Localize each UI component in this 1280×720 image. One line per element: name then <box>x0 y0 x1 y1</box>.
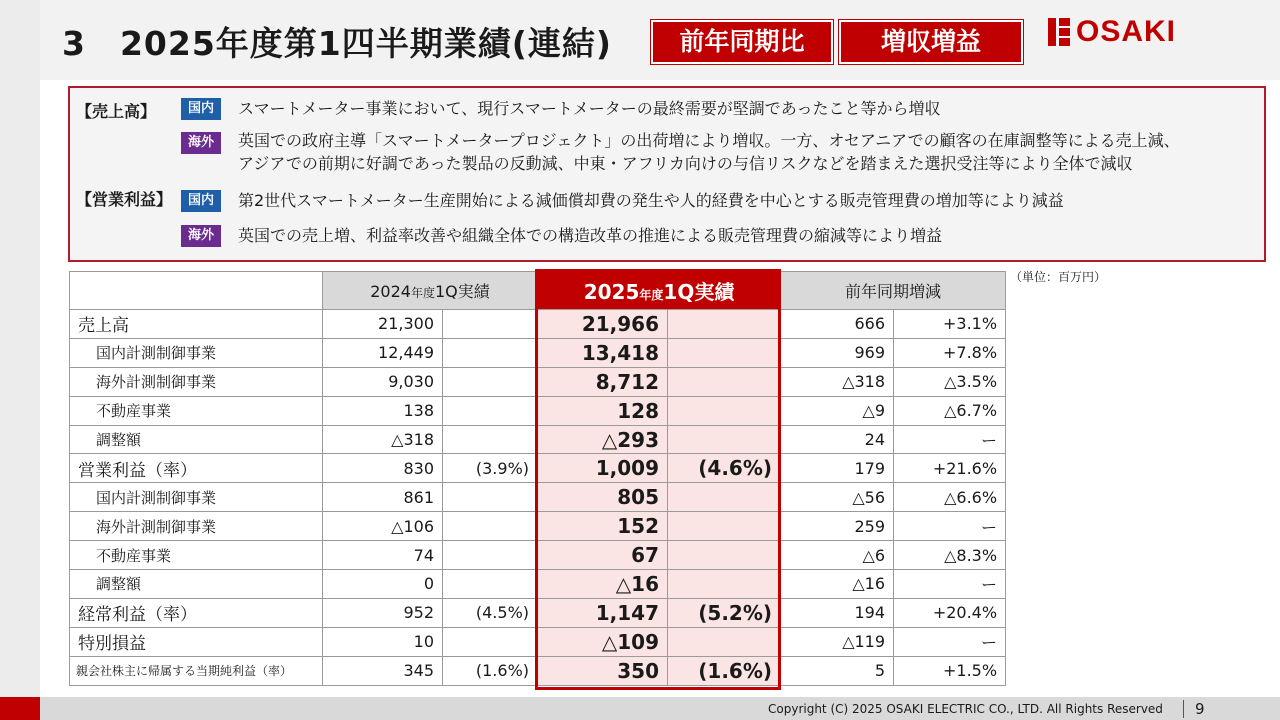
table-row <box>70 454 1006 483</box>
op-domestic-tag: 国内 <box>181 190 221 212</box>
diff-percent: +1.5% <box>894 656 1006 685</box>
sales-overseas-text-1: 英国での政府主導「スマートメータープロジェクト」の出荷増により増収。一方、オセアニアでの顧客の在庫調整等による売上減、 <box>238 131 1180 150</box>
footer-accent <box>0 697 40 720</box>
yoy-badge: 前年同期比 <box>653 22 831 62</box>
rate-2025 <box>668 367 781 396</box>
diff-value: 969 <box>781 338 894 367</box>
diff-value: 5 <box>781 656 894 685</box>
diff-percent: △6.7% <box>894 396 1006 425</box>
header-2025-tail: 1Q実績 <box>663 280 735 304</box>
diff-value: △56 <box>781 483 894 512</box>
table-header-row <box>70 272 1006 310</box>
value-2024: 861 <box>323 483 443 512</box>
value-2025: 13,418 <box>538 338 668 367</box>
diff-value: 194 <box>781 598 894 627</box>
company-logo <box>1048 16 1176 48</box>
rate-2024 <box>443 310 538 339</box>
diff-percent: +7.8% <box>894 338 1006 367</box>
rate-2025 <box>668 483 781 512</box>
value-2024: 138 <box>323 396 443 425</box>
value-2024: 12,449 <box>323 338 443 367</box>
value-2024: △106 <box>323 512 443 541</box>
row-label: 特別損益 <box>70 627 323 656</box>
rate-2025 <box>668 310 781 339</box>
op-overseas-text: 英国での売上増、利益率改善や組織全体での構造改革の推進による販売管理費の縮減等により増益 <box>238 226 943 245</box>
value-2024: 345 <box>323 656 443 685</box>
rate-2025 <box>668 570 781 599</box>
value-2025: 350 <box>538 656 668 685</box>
unit-note: （単位：百万円） <box>1010 270 1107 284</box>
diff-value: △6 <box>781 541 894 570</box>
value-2025: 805 <box>538 483 668 512</box>
table-row <box>70 656 1006 685</box>
rate-2024 <box>443 396 538 425</box>
value-2024: 21,300 <box>323 310 443 339</box>
result-badge: 増収増益 <box>841 22 1021 62</box>
table-row <box>70 512 1006 541</box>
sales-overseas-tag: 海外 <box>181 132 221 154</box>
rate-2025 <box>668 396 781 425</box>
sales-domestic-text: スマートメーター事業において、現行スマートメーターの最終需要が堅調であったこと等から増収 <box>238 99 941 118</box>
header-2024-year: 2024 <box>370 282 411 301</box>
summary-box <box>68 86 1266 262</box>
table-row <box>70 541 1006 570</box>
diff-value: △16 <box>781 570 894 599</box>
table-row <box>70 483 1006 512</box>
left-sidebar <box>0 0 40 700</box>
row-label: 不動産事業 <box>70 541 323 570</box>
table-row <box>70 570 1006 599</box>
rate-2025 <box>668 627 781 656</box>
value-2025: △109 <box>538 627 668 656</box>
copyright-text: Copyright (C) 2025 OSAKI ELECTRIC CO., LTD. All Rights Reserved <box>768 702 1163 716</box>
row-label: 親会社株主に帰属する当期純利益（率） <box>70 656 323 685</box>
value-2025: 1,147 <box>538 598 668 627</box>
value-2025: 67 <box>538 541 668 570</box>
table-row <box>70 425 1006 454</box>
diff-value: 666 <box>781 310 894 339</box>
rate-2024 <box>443 541 538 570</box>
row-label: 国内計測制御事業 <box>70 483 323 512</box>
table-row <box>70 598 1006 627</box>
rate-2025: (4.6%) <box>668 454 781 483</box>
diff-percent: △8.3% <box>894 541 1006 570</box>
header-2025 <box>538 272 781 310</box>
rate-2024 <box>443 483 538 512</box>
header-2024 <box>323 272 538 310</box>
rate-2025 <box>668 541 781 570</box>
diff-percent: +3.1% <box>894 310 1006 339</box>
diff-value: △9 <box>781 396 894 425</box>
value-2024: △318 <box>323 425 443 454</box>
header-change: 前年同期増減 <box>781 272 1006 310</box>
rate-2024 <box>443 425 538 454</box>
rate-2024 <box>443 512 538 541</box>
header-2024-small: 年度 <box>410 286 435 300</box>
logo-text: OSAKI <box>1076 15 1177 48</box>
diff-value: 179 <box>781 454 894 483</box>
value-2025: 128 <box>538 396 668 425</box>
rate-2024: (1.6%) <box>443 656 538 685</box>
rate-2024 <box>443 570 538 599</box>
table-row <box>70 310 1006 339</box>
row-label: 調整額 <box>70 425 323 454</box>
row-label: 国内計測制御事業 <box>70 338 323 367</box>
sales-overseas-text-2: アジアでの前期に好調であった製品の反動減、中東・アフリカ向けの与信リスクなどを踏まえた選択受注等により全体で減収 <box>238 154 1133 173</box>
diff-percent: ー <box>894 570 1006 599</box>
rate-2024 <box>443 367 538 396</box>
row-label: 経常利益（率） <box>70 598 323 627</box>
financial-table <box>69 271 1006 686</box>
value-2024: 74 <box>323 541 443 570</box>
value-2025: △16 <box>538 570 668 599</box>
table-row <box>70 396 1006 425</box>
row-label: 営業利益（率） <box>70 454 323 483</box>
row-label: 不動産事業 <box>70 396 323 425</box>
rate-2024: (3.9%) <box>443 454 538 483</box>
sales-label: 【売上高】 <box>76 102 157 121</box>
page-divider <box>1183 700 1184 718</box>
value-2024: 0 <box>323 570 443 599</box>
rate-2024: (4.5%) <box>443 598 538 627</box>
value-2024: 952 <box>323 598 443 627</box>
header-blank <box>70 272 323 310</box>
page-title: 3 2025年度第1四半期業績(連結) <box>62 24 612 63</box>
value-2025: 152 <box>538 512 668 541</box>
header-2025-small: 年度 <box>639 288 664 302</box>
table-row <box>70 627 1006 656</box>
header-2024-tail: 1Q実績 <box>434 282 490 301</box>
sales-domestic-tag: 国内 <box>181 98 221 120</box>
diff-percent: ー <box>894 512 1006 541</box>
value-2024: 830 <box>323 454 443 483</box>
value-2025: 21,966 <box>538 310 668 339</box>
rate-2025 <box>668 425 781 454</box>
diff-percent: △6.6% <box>894 483 1006 512</box>
logo-mark-icon <box>1048 18 1070 46</box>
op-profit-label: 【営業利益】 <box>76 190 173 209</box>
row-label: 海外計測制御事業 <box>70 367 323 396</box>
diff-value: △119 <box>781 627 894 656</box>
diff-value: 24 <box>781 425 894 454</box>
value-2024: 9,030 <box>323 367 443 396</box>
rate-2025 <box>668 338 781 367</box>
value-2024: 10 <box>323 627 443 656</box>
table-row <box>70 367 1006 396</box>
rate-2024 <box>443 627 538 656</box>
op-domestic-text: 第2世代スマートメーター生産開始による減価償却費の発生や人的経費を中心とする販売管理費の増加等により減益 <box>238 191 1064 210</box>
diff-percent: +20.4% <box>894 598 1006 627</box>
value-2025: 1,009 <box>538 454 668 483</box>
page-number: 9 <box>1195 700 1205 718</box>
diff-value: △318 <box>781 367 894 396</box>
rate-2025: (1.6%) <box>668 656 781 685</box>
diff-percent: ー <box>894 627 1006 656</box>
diff-percent: ー <box>894 425 1006 454</box>
op-overseas-tag: 海外 <box>181 225 221 247</box>
rate-2025 <box>668 512 781 541</box>
row-label: 調整額 <box>70 570 323 599</box>
diff-percent: +21.6% <box>894 454 1006 483</box>
row-label: 海外計測制御事業 <box>70 512 323 541</box>
rate-2024 <box>443 338 538 367</box>
value-2025: 8,712 <box>538 367 668 396</box>
header-2025-year: 2025 <box>583 280 640 304</box>
diff-value: 259 <box>781 512 894 541</box>
value-2025: △293 <box>538 425 668 454</box>
rate-2025: (5.2%) <box>668 598 781 627</box>
diff-percent: △3.5% <box>894 367 1006 396</box>
row-label: 売上高 <box>70 310 323 339</box>
table-row <box>70 338 1006 367</box>
